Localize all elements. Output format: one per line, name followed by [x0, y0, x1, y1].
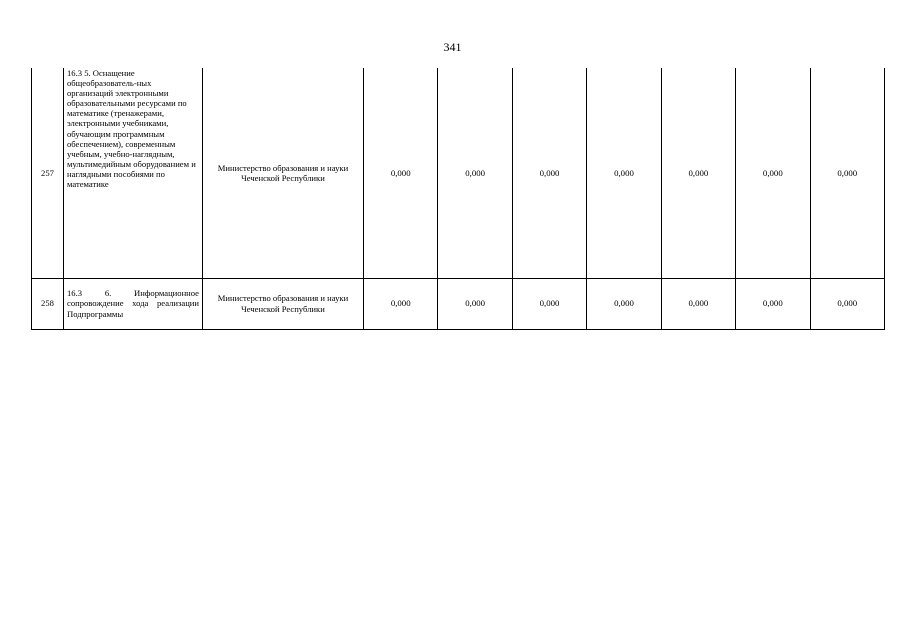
responsible-organization: Министерство образования и науки Чеченской Республики — [203, 68, 364, 278]
measure-name: 16.3 5. Оснащение общеобразователь-ных организаций электронными образовательными ресурсами по математике (тренажерами, электронными учебниками, обучающим программным обеспечением), современным учебным, учебно-наглядным, мультимедийным оборудованием и наглядными пособиями по математике — [64, 68, 203, 278]
value-cell: 0,000 — [438, 278, 512, 329]
value-cell: 0,000 — [736, 278, 810, 329]
page-number: 341 — [443, 40, 462, 54]
table-row — [32, 278, 885, 329]
value-cell: 0,000 — [661, 68, 735, 278]
value-cell: 0,000 — [364, 278, 438, 329]
value-cell: 0,000 — [438, 68, 512, 278]
value-cell: 0,000 — [587, 278, 661, 329]
table-row — [32, 68, 885, 278]
value-cell: 0,000 — [661, 278, 735, 329]
value-cell: 0,000 — [364, 68, 438, 278]
program-table — [31, 68, 885, 330]
value-cell: 0,000 — [736, 68, 810, 278]
value-cell: 0,000 — [810, 278, 884, 329]
row-number: 258 — [32, 278, 64, 329]
measure-name: 16.3 6. Информационное сопровождение хода реализации Подпрограммы — [64, 278, 203, 329]
row-number: 257 — [32, 68, 64, 278]
value-cell: 0,000 — [810, 68, 884, 278]
responsible-organization: Министерство образования и науки Чеченской Республики — [203, 278, 364, 329]
value-cell: 0,000 — [587, 68, 661, 278]
value-cell: 0,000 — [512, 278, 586, 329]
value-cell: 0,000 — [512, 68, 586, 278]
